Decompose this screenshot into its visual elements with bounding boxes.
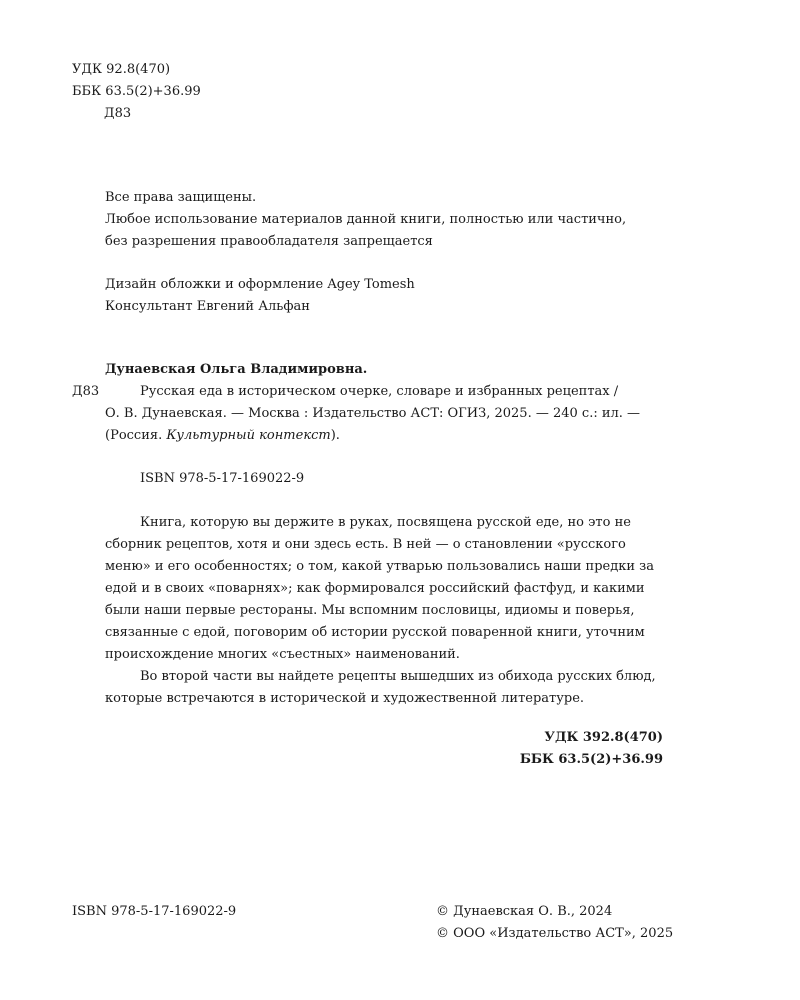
catalog-publication-line: О. В. Дунаевская. — Москва : Издательство АСТ: ОГИЗ, 2025. — 240 с.: ил. — [105,406,641,421]
catalog-isbn: ISBN 978-5-17-169022-9 [140,471,305,486]
catalog-title-line: Русская еда в историческом очерке, словаре и избранных рецептах / [140,384,619,399]
catalog-mark: Д83 [72,384,100,399]
annotation-line: которые встречаются в исторической и художественной литературе. [105,691,585,706]
rights-notice [105,187,626,253]
catalog-author: Дунаевская Ольга Владимировна. [105,362,368,377]
annotation [105,512,685,710]
annotation-paragraph [105,666,685,710]
footer-codes [400,727,663,771]
annotation-paragraph [105,512,685,666]
rights-line: Любое использование материалов данной книги, полностью или частично, [105,212,627,227]
series-name: Культурный контекст [166,428,331,443]
copyright-publisher: © ООО «Издательство АСТ», 2025 [436,926,674,941]
annotation-line: меню» и его особенностях; о том, какой утварью пользовались наши предки за [105,559,654,574]
annotation-line: были наши первые рестораны. Мы вспомним пословицы, идиомы и поверья, [105,603,635,618]
footer-bbk: ББК 63.5(2)+36.99 [519,752,663,767]
annotation-line: Книга, которую вы держите в руках, посвящена русской еде, но это не [140,515,631,530]
annotation-line: едой и в своих «поварнях»; как формировался российский фастфуд, и какими [105,581,645,596]
annotation-line: связанные с едой, поговорим об истории русской поваренной книги, уточним [105,625,645,640]
series-open: (Россия. [105,428,167,443]
bottom-isbn: ISBN 978-5-17-169022-9 [72,904,237,919]
rights-line: без разрешения правообладателя запрещается [105,234,433,249]
consultant-credit: Консультант Евгений Альфан [105,299,310,314]
series-close: ). [330,428,340,443]
annotation-line: происхождение многих «съестных» наименований. [105,647,460,662]
copyright-author: © Дунаевская О. В., 2024 [436,904,613,919]
footer-udk: УДК 392.8(470) [544,730,663,745]
bbk-code: ББК 63.5(2)+36.99 [72,84,201,99]
design-credit: Дизайн обложки и оформление Agey Tomesh [105,277,415,292]
author-mark: Д83 [104,106,132,121]
annotation-line: Во второй части вы найдете рецепты вышедших из обихода русских блюд, [140,669,656,684]
udk-code: УДК 92.8(470) [72,62,171,77]
annotation-line: сборник рецептов, хотя и они здесь есть. В ней — о становлении «русского [105,537,626,552]
credits [105,274,415,318]
catalog-series [105,425,340,447]
rights-line: Все права защищены. [105,190,257,205]
